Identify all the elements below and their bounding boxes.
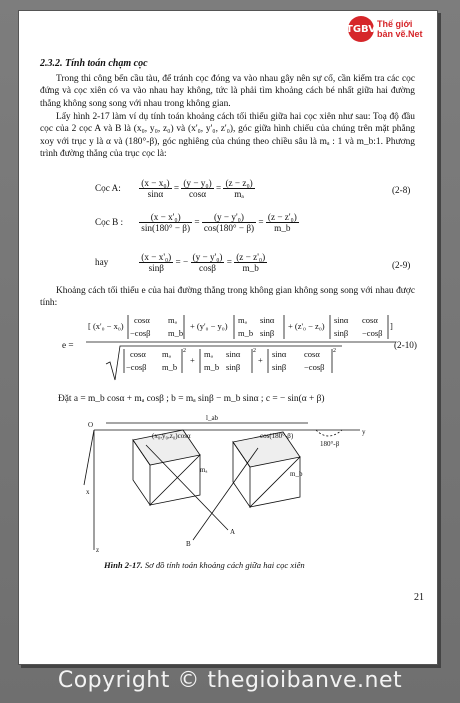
svg-text:+ (z'₀ − z₀): + (z'₀ − z₀) <box>288 321 325 331</box>
svg-text:−cosβ: −cosβ <box>130 328 151 338</box>
equation-number-2-10: (2-10) <box>394 340 417 350</box>
svg-text:cosα: cosα <box>362 315 378 325</box>
equation-number-2-9: (2-9) <box>392 260 411 270</box>
equation-hay: hay $\frac{\text{(x − x'₀)}}{\sin\beta}$ = − $\frac{\text{(y − y'₀)}}{\cos\beta}$ = $\frac{\text{(z − z'₀)}}{m\_b}$ <box>95 252 266 273</box>
page-number: 21 <box>414 592 424 603</box>
svg-text:sinβ: sinβ <box>260 328 275 338</box>
x-label: x <box>86 488 90 496</box>
figure-caption: Hình 2-17. Sơ đồ tính toán khoảng cách giữa hai cọc xiên <box>104 560 305 570</box>
svg-text:−cosβ: −cosβ <box>126 362 147 372</box>
svg-text:mₐ: mₐ <box>204 349 213 359</box>
svg-text:m_b: m_b <box>204 362 220 372</box>
paragraph-2: Lấy hình 2-17 làm ví dụ tính toán khoảng cách tối thiểu giữa hai cọc xiên như sau: Toạ độ đầu cọc của 2 cọc A và B là (x₀, y₀, z₀) và (x'₀, y'₀, z'₀), góc giữa hình chiếu của chúng trên mặt phẳng xoy với trục y là α và (180°-β), góc nghiêng của chúng theo chiều sâu là mₐ : 1 và m_b:1. Phương trình đường thẳng của trục cọc là: <box>40 112 415 160</box>
paragraph-1: Trong thi công bến cầu tàu, để tránh cọc đóng va vào nhau gây nên sự cố, cần kiểm tra các cọc đứng và cọc xiên có va vào nhau hay không, tức là phải tìm khoảng cách bé nhất giữa hai đường thẳng không song song với nhau trong không gian. <box>40 74 415 109</box>
section-title: 2.3.2. Tính toán chạm cọc <box>40 58 148 69</box>
svg-text:m_b: m_b <box>162 362 178 372</box>
svg-text:2: 2 <box>183 348 186 354</box>
site-logo[interactable] <box>348 14 433 44</box>
watermark: Copyright © thegioibanve.net <box>57 668 403 693</box>
equation-pile-b: Cọc B : $\frac{\text{(x − x'₀)}}{\sin(180^\circ - \beta)}$ = $\frac{\text{(y − y'₀)}}{\cos(180^\circ - \beta)}$ = $\frac{\text{(z − z'₀)}}{m\_b}$ <box>95 212 297 233</box>
point-a-label: (x₀,y₀,z₀)cosα <box>152 432 191 440</box>
equation-number-2-8: (2-8) <box>392 185 411 195</box>
paragraph-3: Khoảng cách tối thiểu e của hai đường thẳng trong không gian không song song với nhau được tính: <box>40 286 415 309</box>
ma-label: mₐ <box>200 466 208 474</box>
svg-text:2: 2 <box>253 348 256 354</box>
svg-text:]: ] <box>390 321 393 331</box>
pile-b-label: B <box>186 540 191 548</box>
svg-text:mₐ: mₐ <box>168 315 177 325</box>
point-b-label: cos(180°-β) <box>260 432 294 440</box>
pile-b-axis <box>193 448 258 540</box>
svg-text:m_b: m_b <box>238 328 254 338</box>
svg-text:+ (y'₀ − y₀): + (y'₀ − y₀) <box>190 321 228 331</box>
equation-e-lhs: e = <box>62 340 74 350</box>
dimension-label: l_ab <box>206 414 219 422</box>
svg-text:sinβ: sinβ <box>226 362 241 372</box>
logo-icon: TGBV <box>348 16 374 42</box>
figure-pile-schematic <box>88 410 368 558</box>
svg-text:sinα: sinα <box>260 315 275 325</box>
svg-text:−cosβ: −cosβ <box>362 328 383 338</box>
angle-label: 180°-β <box>320 440 340 448</box>
svg-text:mₐ: mₐ <box>238 315 247 325</box>
svg-text:[ (x'₀ − x₀): [ (x'₀ − x₀) <box>88 321 124 331</box>
svg-text:mₐ: mₐ <box>162 349 171 359</box>
y-label: y <box>362 428 366 436</box>
svg-text:sinβ: sinβ <box>272 362 287 372</box>
svg-text:cosα: cosα <box>304 349 320 359</box>
logo-line1: Thế giới <box>377 19 413 29</box>
svg-text:sinβ: sinβ <box>334 328 349 338</box>
svg-text:m_b: m_b <box>168 328 184 338</box>
svg-text:−cosβ: −cosβ <box>304 362 325 372</box>
svg-text:sinα: sinα <box>334 315 349 325</box>
svg-text:cosα: cosα <box>134 315 150 325</box>
svg-text:+: + <box>258 355 263 365</box>
z-label: z <box>96 546 100 554</box>
equation-e-formula <box>82 312 402 386</box>
svg-text:sinα: sinα <box>226 349 241 359</box>
mb-label: m_b <box>290 470 303 478</box>
pile-a-label: A <box>230 528 236 536</box>
svg-text:2: 2 <box>333 348 336 354</box>
logo-line2: bản vẽ.Net <box>377 29 423 39</box>
svg-text:cosα: cosα <box>130 349 146 359</box>
svg-text:+: + <box>190 355 195 365</box>
equation-pile-a: Cọc A: $\frac{\text{(x − x₀)}}{\sin\alpha}$ = $\frac{\text{(y − y₀)}}{\cos\alpha}$ = $\frac{\text{(z − z₀)}}{\text{mₐ}}$ <box>95 178 253 199</box>
svg-text:sinα: sinα <box>272 349 287 359</box>
definitions-abc: Đặt a = m_b cosα + mₐ cosβ ; b = mₐ sinβ − m_b sinα ; c = − sin(α + β) <box>58 394 325 404</box>
origin-label: O <box>88 421 94 429</box>
